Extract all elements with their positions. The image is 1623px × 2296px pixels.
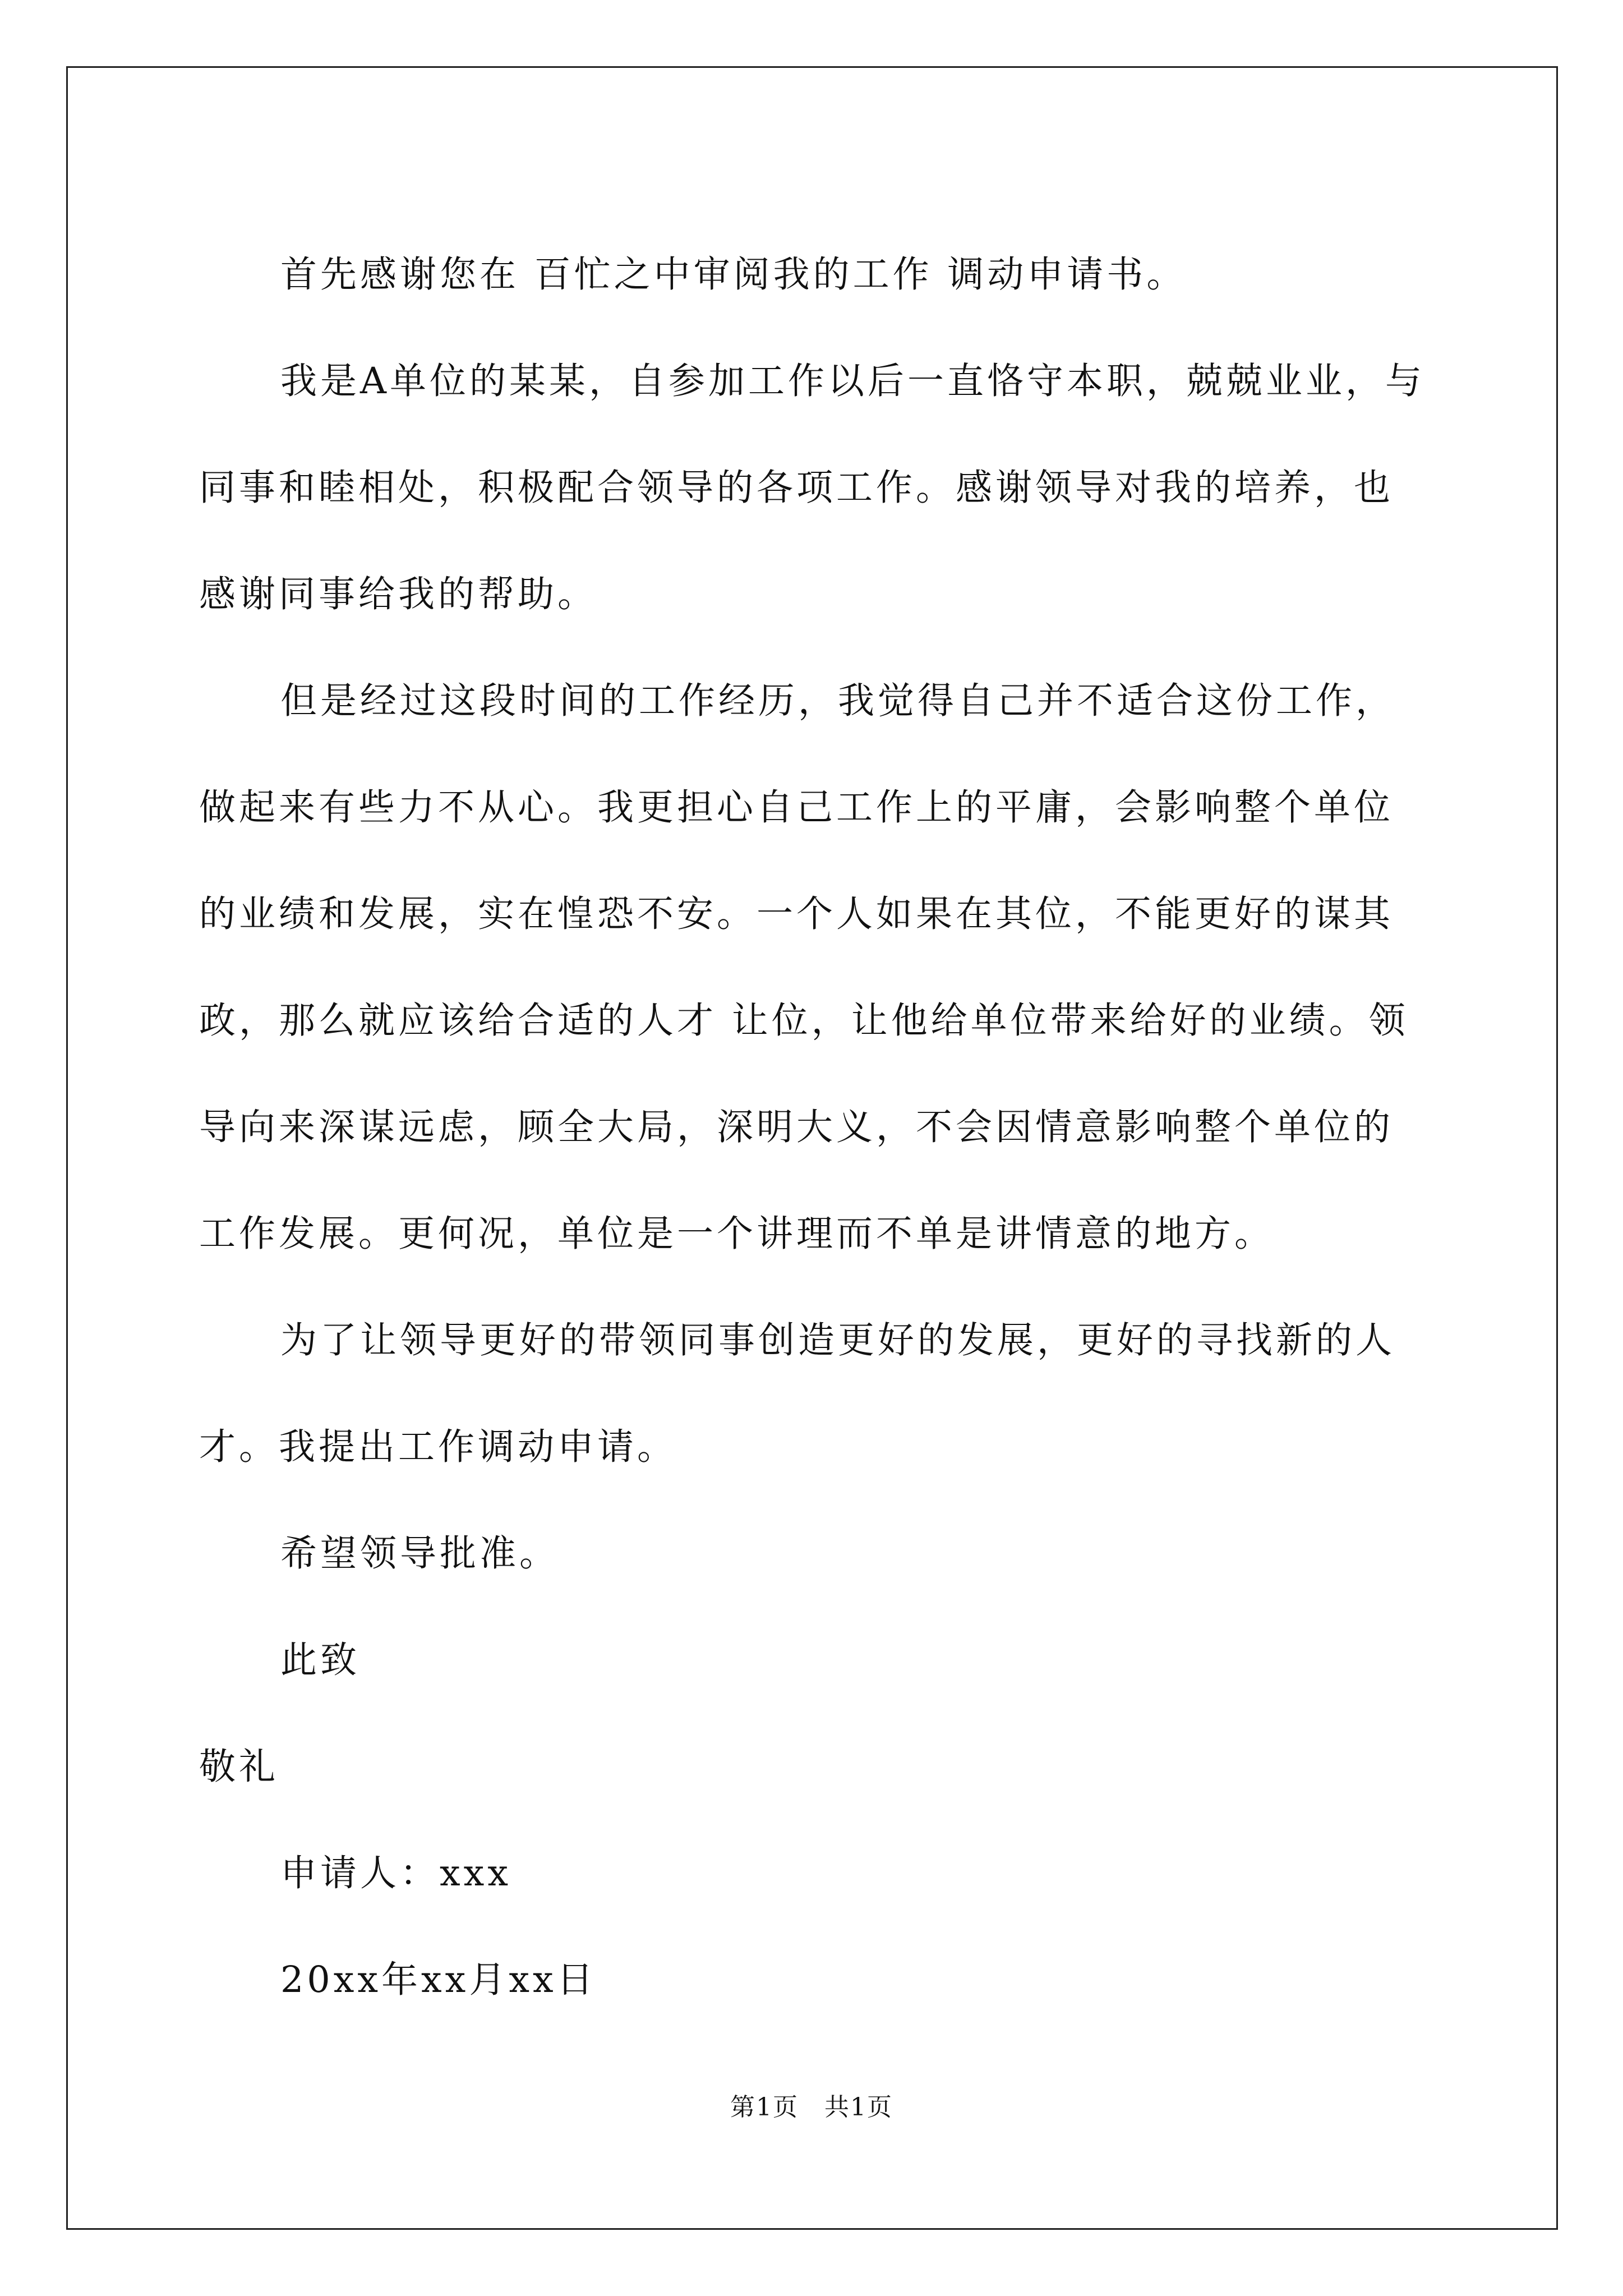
paragraph-reason: 但是经过这段时间的工作经历，我觉得自己并不适合这份工作，做起来有些力不从心。我更担心自己工作上的平庸，会影响整个单位的业绩和发展，实在惶恐不安。一个人如果在其位，不能更好的谋其政，那么就应该给合适的人才 让位，让他给单位带来给好的业绩。领导向来深谋远虑，顾全大局，深明大义，不会因情意影响整个单位的工作发展。更何况，单位是一个讲理而不单是讲情意的地方。: [199, 680, 1409, 1255]
paragraph-hope: 希望领导批准。: [280, 1533, 560, 1575]
paragraph-introduction: 我是A单位的某某，自参加工作以后一直恪守本职，兢兢业业，与同事和睦相处，积极配合领导的各项工作。感谢领导对我的培养，也感谢同事给我的帮助。: [199, 360, 1425, 615]
closing-phrase: 此致: [280, 1639, 361, 1681]
letter-date: 20xx年xx月xx日: [280, 1959, 597, 2001]
paragraph-request: 为了让领导更好的带领同事创造更好的发展，更好的寻找新的人才。我提出工作调动申请。: [199, 1319, 1396, 1468]
salutation: 敬礼: [199, 1746, 279, 1788]
applicant-signature: 申请人：xxx: [280, 1852, 511, 1894]
paragraph-opening: 首先感谢您在 百忙之中审阅我的工作 调动申请书。: [280, 254, 1187, 296]
page-number: 第1页 共1页: [730, 2093, 893, 2122]
letter-body: [199, 222, 1427, 2033]
